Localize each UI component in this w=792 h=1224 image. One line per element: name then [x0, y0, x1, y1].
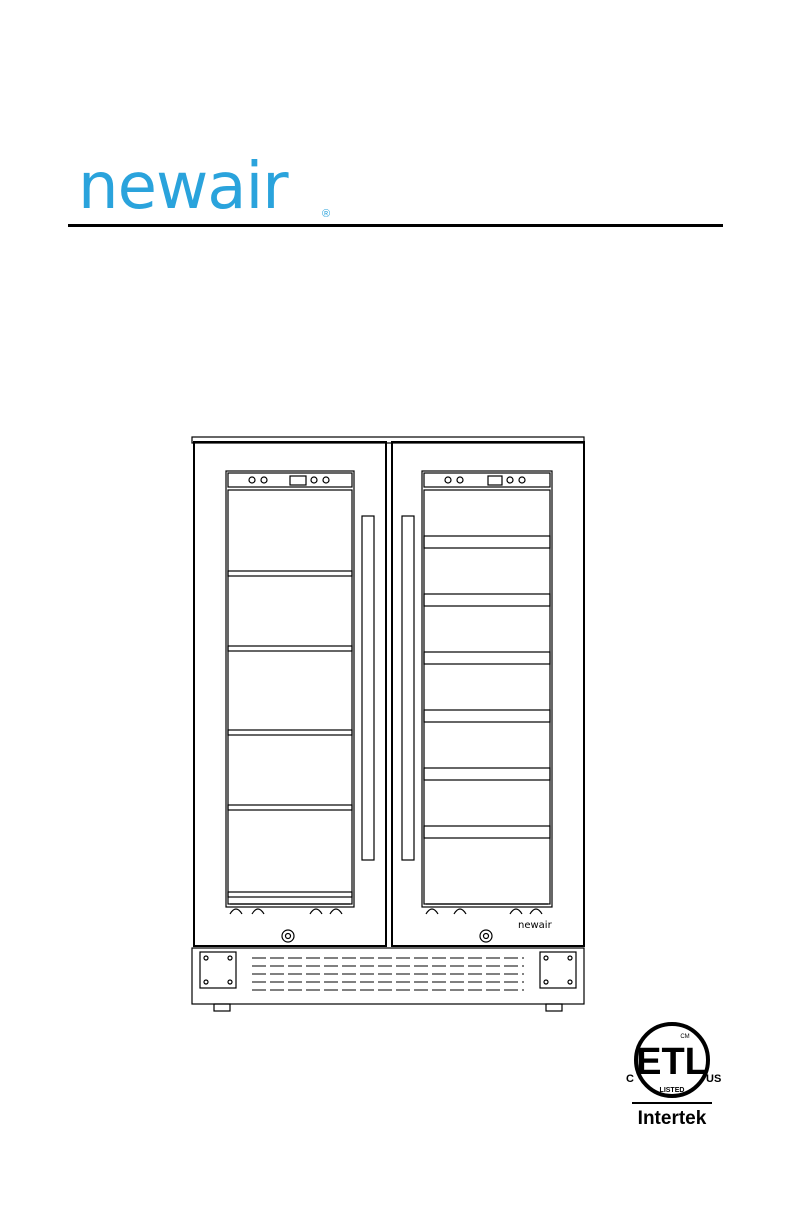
listed-label: LISTED: [659, 1087, 685, 1094]
intertek-label: Intertek: [637, 1108, 707, 1129]
left-glass: [226, 471, 354, 907]
vent-slots: [252, 958, 524, 990]
right-lock: [480, 930, 492, 942]
right-shelves: [424, 536, 550, 838]
header-divider: [68, 224, 723, 227]
cert-right-label: US: [706, 1073, 722, 1085]
product-illustration: [190, 436, 586, 1012]
registered-mark: ®: [322, 208, 331, 220]
etl-certification: [618, 1020, 730, 1130]
right-handle: [402, 516, 414, 860]
left-shelves: [228, 571, 352, 897]
left-handle: [362, 516, 374, 860]
beverage-cooler-drawing: [190, 436, 586, 1012]
logo-wordmark: newair: [78, 158, 288, 220]
etl-listed-icon: [618, 1020, 730, 1130]
left-door: [194, 442, 386, 946]
newair-logo-icon: [78, 158, 340, 220]
base-grille: [192, 948, 584, 1004]
right-door: [392, 442, 584, 946]
cm-label: CM: [680, 1034, 690, 1040]
left-lock: [282, 930, 294, 942]
etl-mark: ETL: [636, 1041, 708, 1083]
brand-logo: [78, 158, 340, 220]
door-badge: newair: [518, 920, 552, 931]
cert-left-label: C: [626, 1073, 634, 1085]
